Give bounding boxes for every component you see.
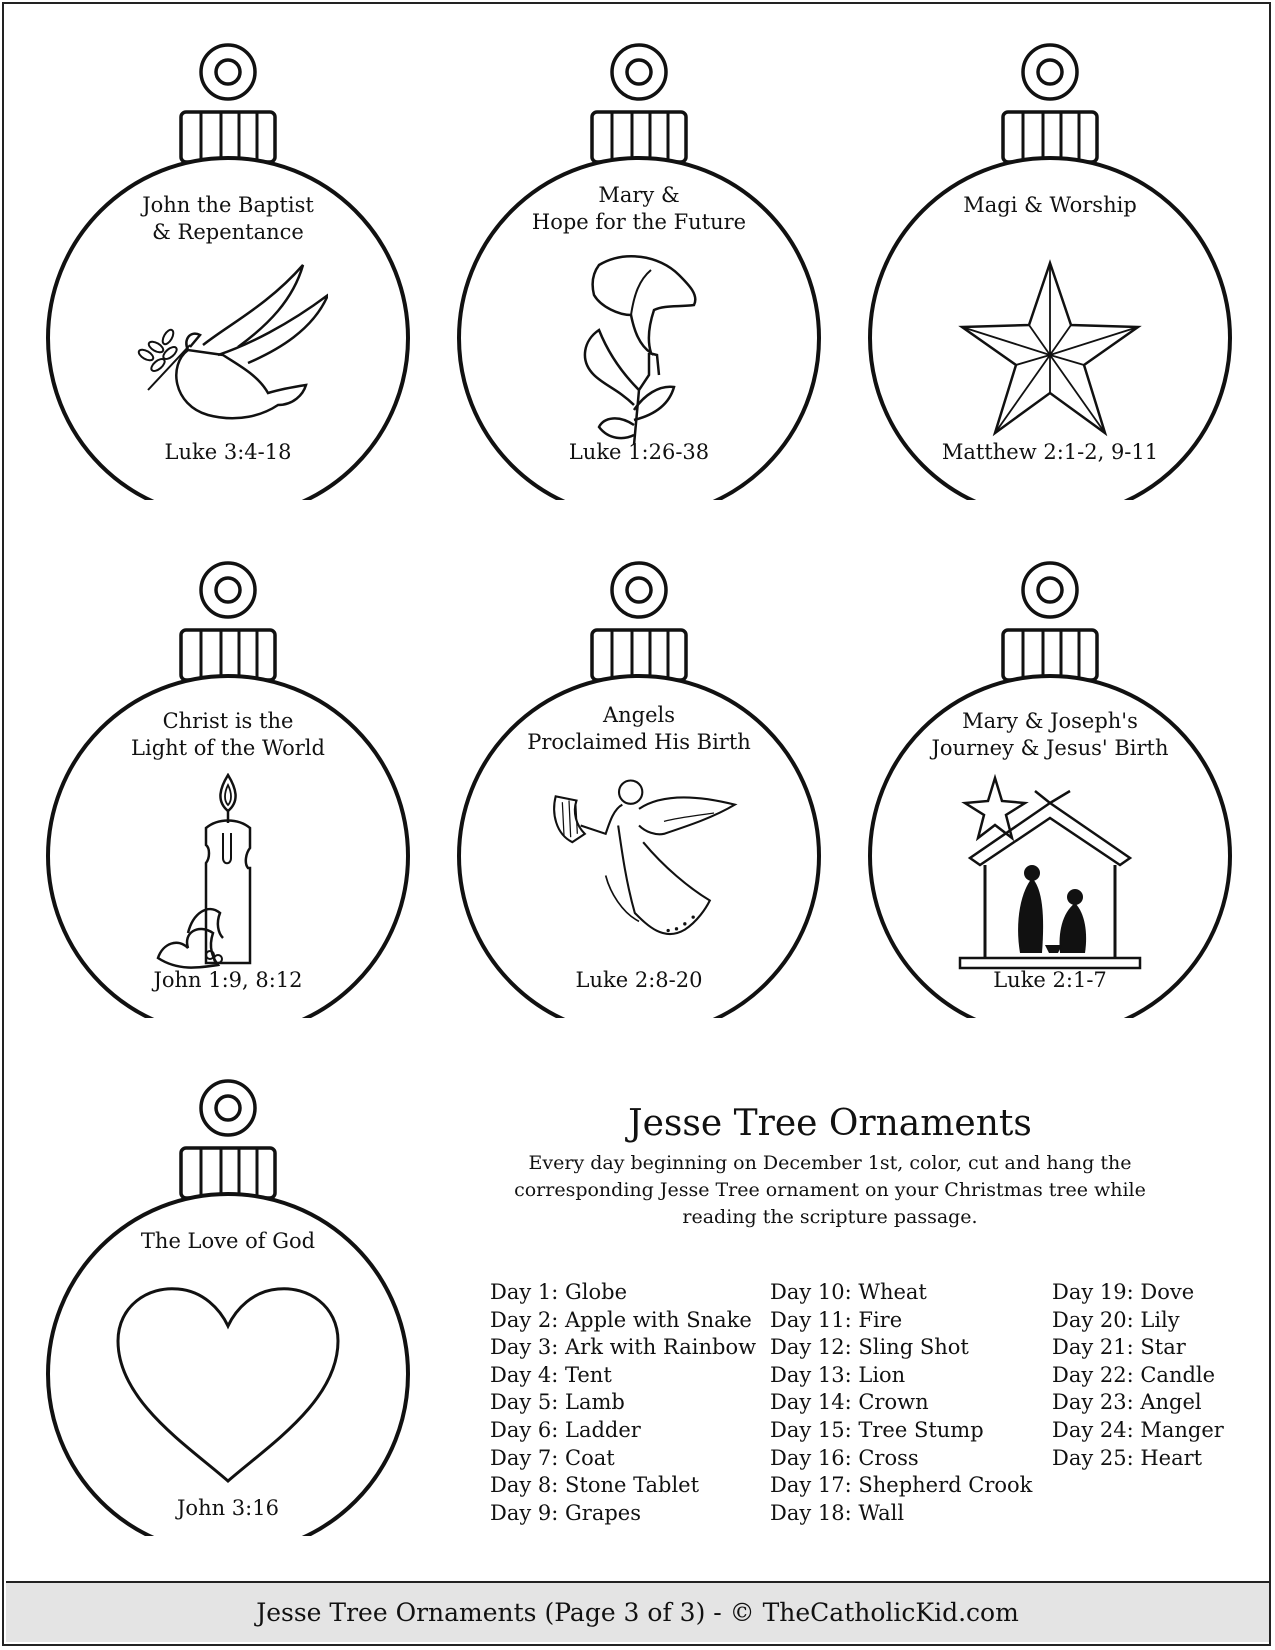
- day-list-column-1: [490, 1279, 756, 1527]
- day-list-item: Day 5: Lamb: [490, 1390, 625, 1415]
- day-list-item: Day 21: Star: [1052, 1335, 1186, 1360]
- day-list-column-2: [770, 1279, 1032, 1527]
- ornament-angels: [444, 548, 834, 1018]
- day-list-item: Day 3: Ark with Rainbow: [490, 1335, 757, 1360]
- day-list-item: Day 22: Candle: [1052, 1362, 1216, 1387]
- dove-icon: [128, 255, 328, 455]
- ornament-nativity: [855, 548, 1245, 1018]
- ornament-title-line: Light of the World: [131, 736, 325, 760]
- ornament-title-line: Journey & Jesus' Birth: [931, 736, 1169, 760]
- instructions-line: Every day beginning on December 1st, color, cut and hang the: [528, 1152, 1132, 1174]
- day-list-item: Day 18: Wall: [770, 1500, 905, 1525]
- day-list-column-3: [1052, 1279, 1224, 1472]
- ornament-title-line: Hope for the Future: [531, 210, 747, 234]
- day-list-item: Day 14: Crown: [770, 1390, 929, 1415]
- ornament-title-line: Mary & Joseph's: [962, 709, 1138, 733]
- ornament-title-line: & Repentance: [152, 220, 304, 244]
- day-list-item: Day 23: Angel: [1052, 1390, 1202, 1415]
- day-list-item: Day 19: Dove: [1052, 1280, 1195, 1304]
- ornament-reference: Luke 3:4-18: [164, 440, 292, 464]
- ornament-title-line: Mary &: [598, 183, 680, 207]
- heart-icon: [108, 1281, 348, 1491]
- ornament-title-line: Proclaimed His Birth: [527, 730, 751, 754]
- ornament-love-of-god: [33, 1066, 423, 1536]
- ornament-mary-hope: [444, 30, 834, 500]
- page-title: Jesse Tree Ornaments: [628, 1103, 1032, 1144]
- day-list-item: Day 20: Lily: [1052, 1307, 1180, 1332]
- day-list-item: Day 2: Apple with Snake: [490, 1307, 752, 1332]
- day-list-item: Day 16: Cross: [770, 1445, 919, 1470]
- ornament-john-the-baptist: [33, 30, 423, 500]
- ornament-magi-worship: [855, 30, 1245, 500]
- day-list-item: Day 10: Wheat: [770, 1280, 927, 1304]
- ornament-reference: John 3:16: [177, 1496, 279, 1520]
- instructions: [490, 1150, 1170, 1231]
- ornament-reference: Luke 2:1-7: [993, 968, 1107, 992]
- candle-icon: [128, 773, 328, 973]
- day-list-item: Day 15: Tree Stump: [770, 1417, 984, 1442]
- ornament-light-of-world: [33, 548, 423, 1018]
- ornament-reference: Matthew 2:1-2, 9-11: [941, 440, 1159, 464]
- ornament-title-line: Christ is the: [162, 709, 294, 733]
- footer-text: Jesse Tree Ornaments (Page 3 of 3) - © TheCatholicKid.com: [256, 1598, 1019, 1627]
- ornament-title-line: The Love of God: [140, 1229, 316, 1253]
- lily-icon: [539, 245, 739, 445]
- ornament-title-line: Angels: [602, 703, 676, 727]
- day-list-item: Day 1: Globe: [490, 1280, 628, 1304]
- ornament-title-line: John the Baptist: [142, 193, 314, 217]
- day-list-item: Day 6: Ladder: [490, 1417, 641, 1442]
- day-list-item: Day 17: Shepherd Crook: [770, 1473, 1033, 1498]
- day-list-item: Day 11: Fire: [770, 1307, 903, 1332]
- instructions-line: corresponding Jesse Tree ornament on your Christmas tree while: [514, 1179, 1146, 1201]
- manger-icon: [950, 773, 1150, 973]
- day-list-item: Day 7: Coat: [490, 1445, 615, 1470]
- footer-bar: [6, 1581, 1269, 1642]
- ornament-reference: Luke 2:8-20: [575, 968, 703, 992]
- ornament-title-line: Magi & Worship: [963, 193, 1137, 217]
- star-icon: [950, 255, 1150, 455]
- angel-icon: [539, 763, 739, 963]
- day-list-item: Day 8: Stone Tablet: [490, 1473, 700, 1498]
- day-list-item: Day 12: Sling Shot: [770, 1335, 969, 1360]
- day-list-item: Day 25: Heart: [1052, 1445, 1203, 1470]
- instructions-line: reading the scripture passage.: [682, 1206, 978, 1228]
- ornament-reference: John 1:9, 8:12: [153, 968, 303, 992]
- ornament-reference: Luke 1:26-38: [568, 440, 710, 464]
- day-list-item: Day 9: Grapes: [490, 1500, 641, 1525]
- day-list-item: Day 13: Lion: [770, 1362, 906, 1387]
- day-list-item: Day 24: Manger: [1052, 1417, 1224, 1442]
- day-list-item: Day 4: Tent: [490, 1362, 612, 1387]
